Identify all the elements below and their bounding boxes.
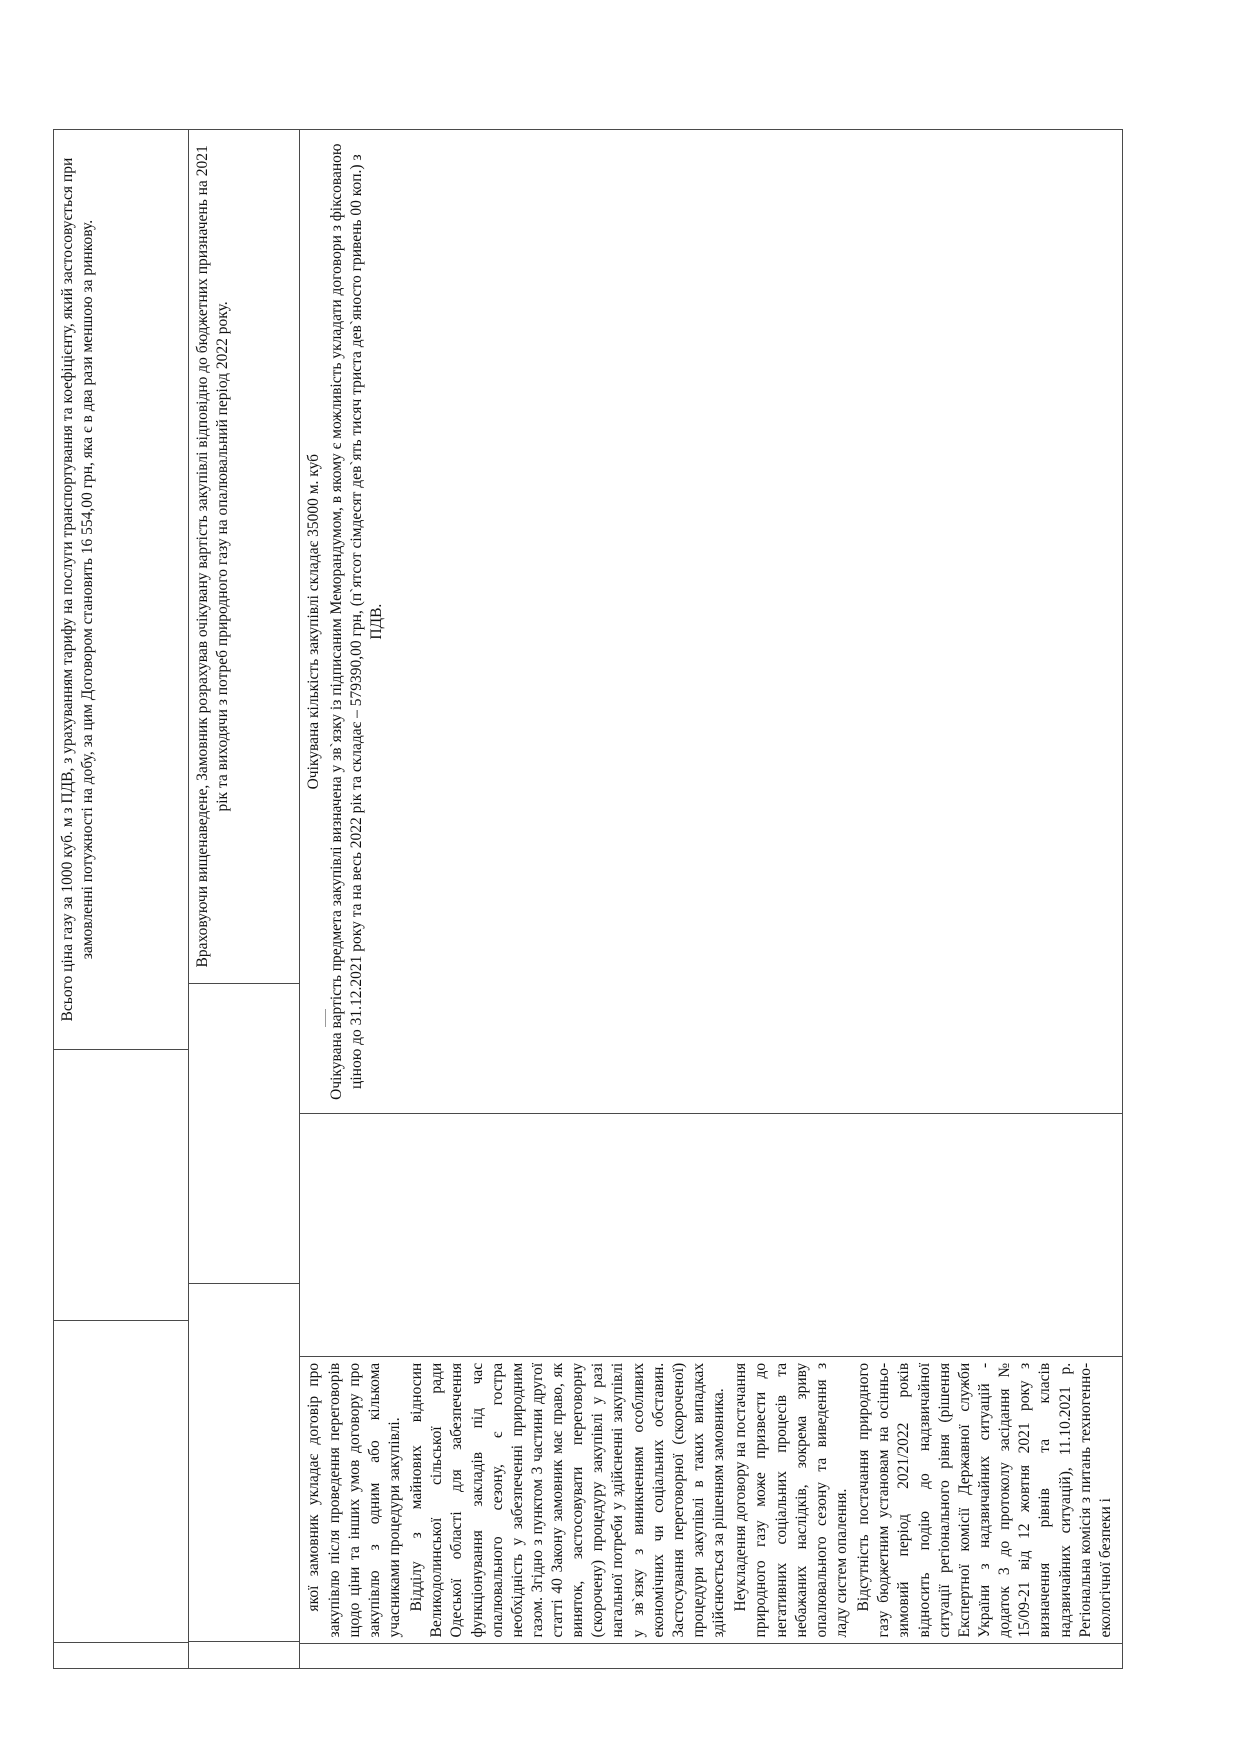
volume-and-value-cell — [300, 130, 1122, 1113]
paragraph-expected-volume: Очікувана кількість закупівлі складає 35000 м. куб — [305, 453, 323, 790]
document-table — [53, 129, 1123, 1669]
paragraph-expected-value: Очікувана вартість предмета закупівлі визначена у зв`язку із підписаним Меморандумом, в якому є можливість укладати договори з фіксованою ціною до 31.12.2021 року та на весь 2022 рік та складає – 579390,00 грн, (п`ятсот сімдесят дев`ять тисяч триста дев`яносто гривень 00 коп.) з ПДВ. — [327, 143, 385, 1100]
justification-cell — [54, 1320, 188, 1642]
table-row — [300, 130, 1122, 1668]
expected-cost-paragraph: Враховуючи вищенаведене, Замовник розрахував очікувану вартість закупівлі відповідно до бюджетних призначень на 2021 рік та виходячи з потреб природного газу на опалювальний період 2022 року. — [194, 145, 232, 968]
row-number-cell — [189, 1641, 299, 1668]
paragraph-contract-conclusion: якої замовник укладає договір про закупівлю після проведення переговорів щодо ціни та інших умов договору про закупівлю з одним або кількома учасниками процедури закупівлі. — [305, 1362, 403, 1638]
expected-cost-cell — [189, 130, 299, 983]
price-info-cell — [54, 130, 188, 1049]
middle-cell — [300, 1113, 1122, 1355]
paragraph-need-justification: Відділу з майнових відносин Великодолинської сільської ради Одеської області для забезпечення функціонування закладів під час опалювального сезону, є гостра необхідність у забезпеченні природним газом. Згідно з пунктом 3 частини другої статті 40 Закону замовник має право, як виняток, застосовувати переговорну (скорочену) процедуру закупівлі у разі нагальної потреби у здійсненні закупівлі у зв`язку з виникненням особливих економічних чи соціальних обставин. Застосування переговорної (скороченої) процедури закупівлі в таких випадках здійснюється за рішенням замовника. — [408, 1362, 728, 1638]
document-page — [25, 27, 1215, 1727]
middle-cell — [189, 983, 299, 1284]
row-number-cell — [300, 1643, 1122, 1668]
legal-grounds-cell — [300, 1356, 1122, 1644]
justification-cell — [189, 1283, 299, 1640]
row-number-cell — [54, 1642, 188, 1668]
price-total-paragraph: Всього ціна газу за 1000 куб. м з ПДВ, з урахуванням тарифу на послуги транспортування та коефіцієнту, який застосовується при замовленні потужності на добу, за цим Договором становить 16 554,00 грн, яка є в два рази меншою за ринкову. — [59, 157, 97, 1022]
table-row — [189, 130, 300, 1668]
paragraph-emergency-status: Відсутність постачання природного газу бюджетним установам на осінньо-зимовий період 2021/2022 років відносить подію до надзвичайної ситуації регіонального рівня (рішення Експертної комісії Державної служби України з надзвичайних ситуацій - додаток 3 до протоколу засідання № 15/09-21 від 12 жовтня 2021 року з визначення рівнів та класів надзвичайних ситуацій), 11.10.2021 р. Регіональна комісія з питань техногенно-екологічної безпеки і — [855, 1362, 1114, 1638]
paragraph-consequences: Неукладення договору на постачання природного газу може призвести до негативних соціальних процесів та небажаних наслідків, зокрема зриву опалювального сезону та виведення з ладу систем опалення. — [732, 1362, 851, 1638]
middle-cell — [54, 1049, 188, 1320]
table-row — [54, 130, 189, 1668]
